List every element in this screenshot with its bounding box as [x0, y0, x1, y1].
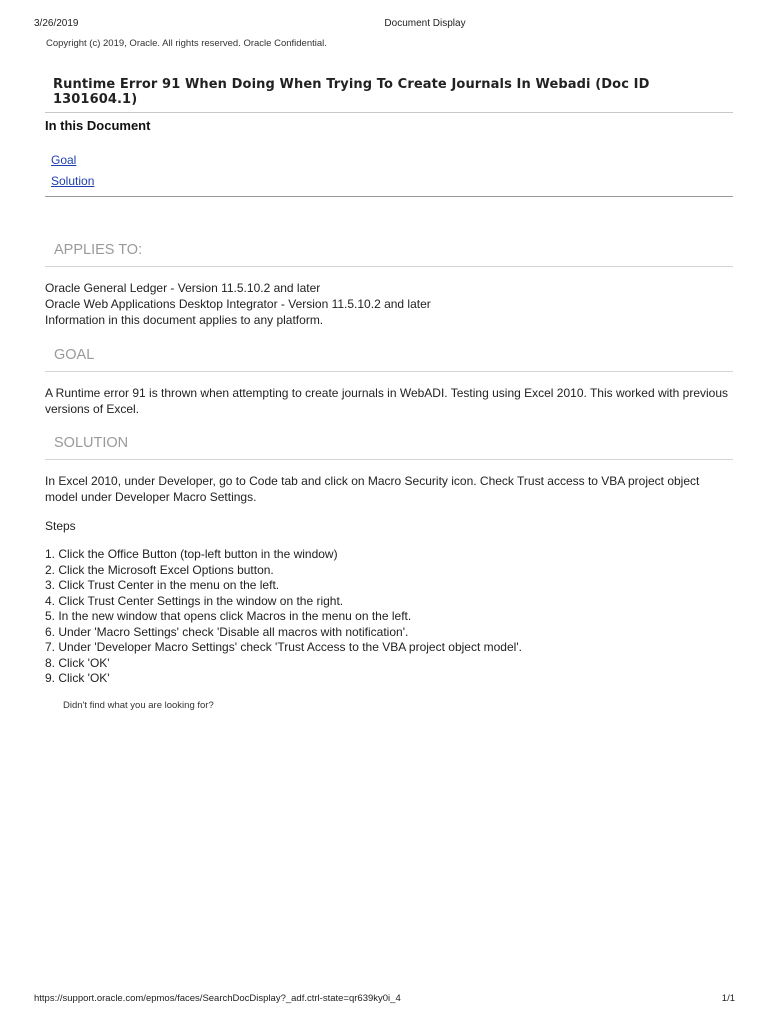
goal-heading: GOAL — [45, 347, 733, 372]
copyright-notice: Copyright (c) 2019, Oracle. All rights reserved. Oracle Confidential. — [46, 38, 327, 49]
step-item: 6. Under 'Macro Settings' check 'Disable all macros with notification'. — [45, 624, 409, 639]
step-item: 3. Click Trust Center in the menu on the left. — [45, 578, 280, 592]
toc-heading: In this Document — [45, 118, 151, 133]
step-item: 5. In the new window that opens click Macros in the menu on the left. — [45, 609, 412, 623]
applies-to-line: Oracle Web Applications Desktop Integrator - Version 11.5.10.2 and later — [45, 297, 431, 311]
print-title: Document Display — [384, 18, 466, 29]
applies-to-line: Information in this document applies to any platform. — [45, 313, 324, 327]
goal-text: A Runtime error 91 is thrown when attempting to create journals in WebADI. Testing using Excel 2010. This worked with previous versions of Excel. — [45, 386, 729, 416]
applies-to-body — [45, 280, 732, 328]
step-item: 2. Click the Microsoft Excel Options button. — [45, 562, 274, 577]
print-date: 3/26/2019 — [34, 18, 79, 29]
step-item: 4. Click Trust Center Settings in the window on the right. — [45, 593, 344, 608]
toc-link-solution[interactable]: Solution — [51, 174, 95, 188]
toc-links — [51, 150, 94, 192]
applies-to-heading: APPLIES TO: — [45, 242, 733, 267]
document-title: Runtime Error 91 When Doing When Trying To Create Journals In Webadi (Doc ID 1301604.1) — [45, 77, 733, 113]
solution-heading: SOLUTION — [45, 435, 733, 460]
feedback-prompt[interactable]: Didn't find what you are looking for? — [63, 700, 214, 711]
print-footer-url: https://support.oracle.com/epmos/faces/SearchDocDisplay?_adf.ctrl-state=qr639ky0i_4 — [34, 993, 401, 1004]
steps-label: Steps — [45, 519, 76, 533]
toc-link-goal[interactable]: Goal — [51, 153, 77, 167]
toc-divider — [45, 196, 733, 197]
step-item: 1. Click the Office Button (top-left button in the window) — [45, 547, 338, 561]
steps-list — [45, 547, 522, 687]
step-item: 7. Under 'Developer Macro Settings' check 'Trust Access to the VBA project object model'. — [45, 640, 522, 654]
step-item: 8. Click 'OK' — [45, 655, 110, 670]
step-item: 9. Click 'OK' — [45, 671, 110, 685]
solution-text: In Excel 2010, under Developer, go to Code tab and click on Macro Security icon. Check Trust access to VBA project object model under Developer Macro Settings. — [45, 474, 700, 504]
applies-to-line: Oracle General Ledger - Version 11.5.10.2 and later — [45, 281, 321, 295]
print-footer-page: 1/1 — [721, 993, 735, 1004]
